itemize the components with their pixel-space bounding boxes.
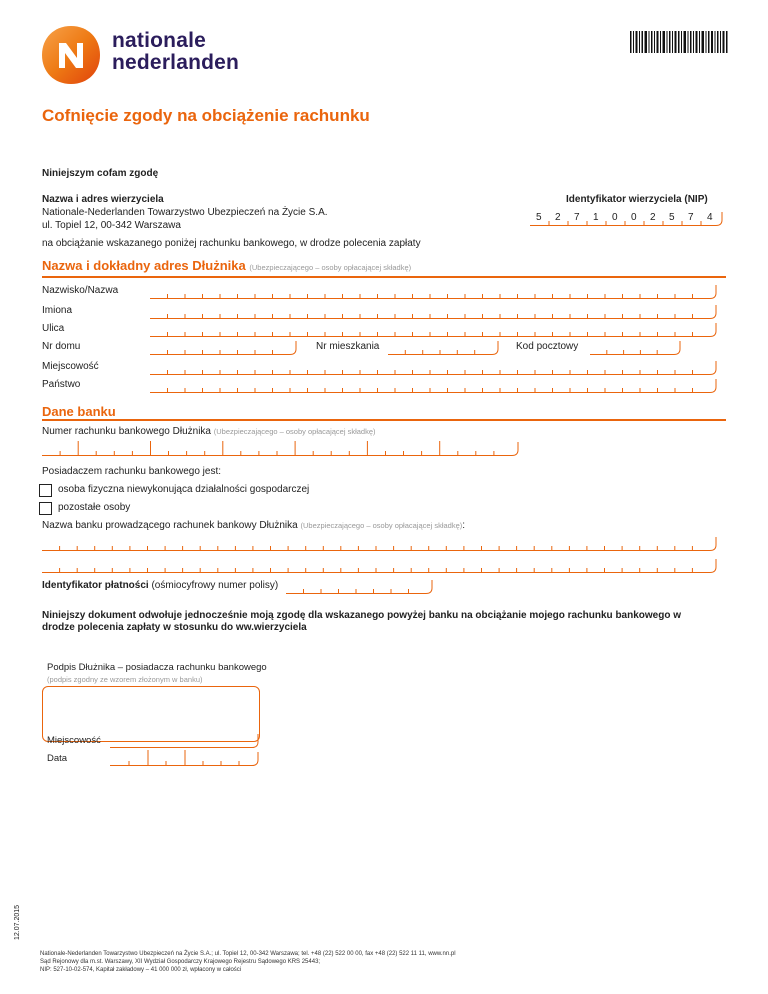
label-house-no: Nr domu (42, 341, 81, 352)
date-input[interactable] (110, 748, 260, 766)
label-flat-no: Nr mieszkania (316, 341, 380, 352)
nip-digit: 7 (574, 212, 580, 223)
account-note: (Ubezpieczającego – osoby opłacającej składkę) (213, 427, 376, 436)
creditor-name: Nationale-Nederlanden Towarzystwo Ubezpieczeń na Życie S.A. (42, 207, 328, 218)
side-date: 12.07.2015 (14, 904, 21, 940)
nip-digit: 5 (536, 212, 542, 223)
brand-wordmark (112, 30, 239, 74)
section-divider (42, 276, 726, 278)
bank-name-input-line-2[interactable] (42, 557, 718, 573)
bank-name-label: Nazwa banku prowadzącego rachunek bankowy Dłużnika (42, 520, 298, 531)
nip-field (530, 210, 726, 226)
signature-note: (podpis zgodny ze wzorem złożonym w banku) (47, 675, 203, 684)
consent-note: na obciążanie wskazanego poniżej rachunku bankowego, w drodze polecenia zapłaty (42, 238, 421, 249)
label-country: Państwo (42, 379, 81, 390)
flat-no-input[interactable] (388, 339, 500, 355)
payment-id-note: (ośmiocyfrowy numer polisy) (151, 580, 279, 591)
house-no-input[interactable] (150, 339, 298, 355)
owner-other-checkbox[interactable] (39, 502, 52, 515)
footer-line-3: NIP: 527-10-02-574, Kapitał zakładowy – 41 000 000 zł, wpłacony w całości (40, 967, 242, 973)
payment-id-label: Identyfikator płatności (42, 580, 149, 591)
bank-name-note: (Ubezpieczającego – osoby opłacającej składkę) (300, 521, 463, 530)
nip-digit: 0 (612, 212, 618, 223)
label-postal-code: Kod pocztowy (516, 341, 579, 352)
creditor-address: ul. Topiel 12, 00-342 Warszawa (42, 220, 181, 231)
declaration-text: Niniejszy dokument odwołuje jednocześnie moją zgodę dla wskazanego powyżej banku na obciążanie mojego rachunku bankowego w drodze polecenia zapłaty w stosunku do ww.wierzyciela (42, 610, 682, 633)
nip-digit: 7 (688, 212, 694, 223)
label-first-names: Imiona (42, 305, 73, 316)
nn-logo-icon (40, 24, 102, 86)
label-street: Ulica (42, 323, 65, 334)
signature-label: Podpis Dłużnika – posiadacza rachunku bankowego (47, 662, 267, 673)
debtor-heading-note: (Ubezpieczającego – osoby opłacającej składkę) (249, 263, 412, 272)
place-label: Miejscowość (47, 735, 101, 746)
owner-label: Posiadaczem rachunku bankowego jest: (42, 466, 221, 477)
bank-heading: Dane banku (42, 404, 116, 419)
creditor-label: Nazwa i adres wierzyciela (42, 194, 164, 205)
nip-digit: 2 (555, 212, 561, 223)
payment-id-label-row (42, 580, 278, 591)
footer (40, 950, 560, 974)
postal-code-input[interactable] (590, 339, 682, 355)
nip-digit: 1 (593, 212, 599, 223)
label-city: Miejscowość (42, 361, 99, 372)
bank-name-colon: : (462, 520, 466, 531)
nip-digit: 5 (669, 212, 675, 223)
account-label-row (42, 426, 376, 437)
debtor-heading-text: Nazwa i dokładny adres Dłużnika (42, 258, 246, 273)
first-names-input[interactable] (150, 303, 718, 319)
footer-line-1: Nationale-Nederlanden Towarzystwo Ubezpieczeń na Życie S.A.; ul. Topiel 12, 00-342 Warszawa; tel. +48 (22) 522 00 00, fax +48 (22) 522 11 11, www.nn.pl (40, 951, 456, 957)
city-input[interactable] (150, 359, 718, 375)
place-input[interactable] (110, 732, 260, 748)
footer-line-2: Sąd Rejonowy dla m.st. Warszawy, XII Wydział Gospodarczy Krajowego Rejestru Sądowego KRS 25443; (40, 959, 321, 965)
bank-name-label-row (42, 520, 465, 531)
account-number-input[interactable] (42, 440, 520, 456)
nip-digit: 4 (707, 212, 713, 223)
country-input[interactable] (150, 377, 718, 393)
owner-other-label: pozostałe osoby (58, 502, 131, 513)
date-label: Data (47, 753, 68, 764)
bank-name-input-line-1[interactable] (42, 535, 718, 551)
brand-line-1: nationale (112, 29, 206, 52)
account-label: Numer rachunku bankowego Dłużnika (42, 426, 211, 437)
label-surname: Nazwisko/Nazwa (42, 285, 119, 296)
nip-digit: 2 (650, 212, 656, 223)
section-divider (42, 419, 726, 421)
nip-label: Identyfikator wierzyciela (NIP) (566, 194, 708, 205)
page-title: Cofnięcie zgody na obciążenie rachunku (42, 106, 370, 125)
surname-input[interactable] (150, 283, 718, 299)
payment-id-input[interactable] (286, 578, 434, 594)
debtor-heading (42, 258, 411, 273)
barcode (630, 31, 728, 53)
intro-text: Niniejszym cofam zgodę (42, 168, 159, 179)
owner-individual-checkbox[interactable] (39, 484, 52, 497)
street-input[interactable] (150, 321, 718, 337)
owner-individual-label: osoba fizyczna niewykonująca działalności gospodarczej (58, 484, 310, 495)
nip-digit: 0 (631, 212, 637, 223)
brand-line-2: nederlanden (112, 51, 240, 74)
